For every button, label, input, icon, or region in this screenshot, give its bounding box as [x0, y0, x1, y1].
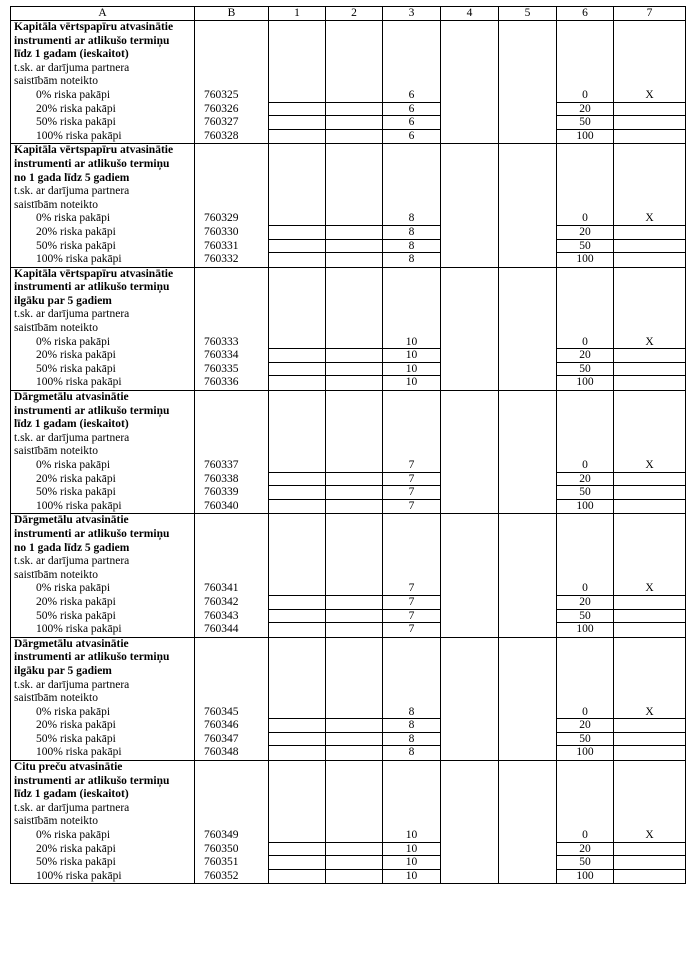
risk-weight-table	[10, 6, 686, 884]
value-cell-col-2	[326, 267, 383, 390]
table-body	[11, 21, 686, 884]
value-col-3: 6	[383, 89, 440, 103]
value-col-7	[614, 500, 685, 514]
row-code: 760335	[204, 362, 239, 375]
value-cell-col-4	[441, 267, 499, 390]
group-title-line: instrumenti ar atlikušo termiņu	[14, 774, 170, 787]
value-col-6: 50	[557, 733, 613, 747]
value-col-7	[614, 376, 685, 390]
risk-level-label: 100% riska pakāpi	[36, 499, 122, 512]
row-code: 760332	[204, 253, 239, 266]
value-col-7	[614, 596, 685, 610]
value-col-3: 10	[383, 856, 440, 870]
value-col-3: 8	[383, 226, 440, 240]
column-header: 4	[441, 7, 499, 21]
value-col-7: X	[614, 706, 685, 720]
group-title-line: līdz 1 gadam (ieskaitot)	[14, 418, 129, 431]
value-col-6: 100	[576, 623, 594, 636]
value-cell-col-7	[614, 761, 686, 884]
value-col-3: 6	[408, 129, 415, 142]
group-title-line: no 1 gada līdz 5 gadiem	[14, 541, 130, 554]
value-cell-col-3	[383, 267, 441, 390]
risk-level-label: 20% riska pakāpi	[36, 102, 116, 115]
value-col-7	[614, 623, 685, 637]
value-cell-col-3	[383, 761, 441, 884]
value-col-7	[614, 856, 685, 870]
column-header: 6	[557, 7, 614, 21]
row-code: 760339	[204, 486, 239, 499]
risk-level-label: 50% riska pakāpi	[36, 609, 116, 622]
value-col-3: 7	[383, 582, 440, 596]
row-code: 760341	[204, 582, 239, 595]
group-subtitle-line: t.sk. ar darījuma partnera	[14, 801, 130, 814]
value-col-7	[614, 870, 685, 884]
value-col-6: 100	[576, 253, 594, 266]
value-col-7	[614, 746, 685, 760]
group-row	[11, 761, 686, 884]
group-subtitle-line: saistībām noteikto	[14, 445, 99, 458]
value-col-6: 0	[557, 212, 613, 226]
row-code: 760344	[204, 623, 239, 636]
group-title-line: instrumenti ar atlikušo termiņu	[14, 281, 170, 294]
value-cell-col-4	[441, 391, 499, 514]
value-col-7: X	[614, 582, 685, 596]
value-col-6: 20	[557, 596, 613, 610]
risk-level-label: 20% riska pakāpi	[36, 719, 116, 732]
value-cell-col-5	[499, 21, 557, 144]
risk-level-label: 0% riska pakāpi	[36, 459, 111, 471]
value-cell-col-1	[269, 144, 326, 267]
code-cell	[195, 267, 269, 390]
group-subtitle-line: saistībām noteikto	[14, 198, 99, 211]
value-cell-col-1	[269, 21, 326, 144]
column-header: 5	[499, 7, 557, 21]
value-cell-col-5	[499, 267, 557, 390]
risk-level-label: 20% riska pakāpi	[36, 842, 116, 855]
row-code: 760346	[204, 719, 239, 732]
group-subtitle-line: saistībām noteikto	[14, 75, 99, 88]
value-cell-col-3	[383, 21, 441, 144]
group-title-line: Dārgmetālu atvasinātie	[14, 391, 129, 404]
value-col-3: 7	[383, 486, 440, 500]
value-col-7	[614, 719, 685, 733]
risk-weight-table-page	[10, 6, 685, 974]
value-cell-col-3	[383, 514, 441, 637]
row-code: 760334	[204, 349, 239, 362]
group-title-line: līdz 1 gadam (ieskaitot)	[14, 788, 129, 801]
column-header: A	[11, 7, 195, 21]
group-row	[11, 514, 686, 637]
risk-level-label: 100% riska pakāpi	[36, 253, 122, 266]
value-col-7	[614, 843, 685, 857]
row-code: 760325	[204, 88, 239, 101]
value-cell-col-5	[499, 761, 557, 884]
risk-level-label: 100% riska pakāpi	[36, 623, 122, 636]
value-col-3: 10	[383, 349, 440, 363]
column-header: 1	[269, 7, 326, 21]
row-code: 760326	[204, 102, 239, 115]
group-label-cell	[11, 144, 195, 267]
code-cell	[195, 21, 269, 144]
group-title-line: instrumenti ar atlikušo termiņu	[14, 157, 170, 170]
row-code: 760348	[204, 746, 239, 759]
value-col-3: 7	[383, 596, 440, 610]
value-col-3: 10	[383, 336, 440, 350]
row-code: 760333	[204, 335, 239, 348]
code-cell	[195, 391, 269, 514]
value-cell-col-2	[326, 391, 383, 514]
value-col-6: 100	[576, 129, 594, 142]
value-cell-col-6	[557, 514, 614, 637]
row-code: 760340	[204, 499, 239, 512]
value-cell-col-2	[326, 144, 383, 267]
risk-level-label: 50% riska pakāpi	[36, 362, 116, 375]
value-col-3: 10	[383, 363, 440, 377]
group-row	[11, 21, 686, 144]
risk-level-label: 0% riska pakāpi	[36, 335, 111, 348]
group-subtitle-line: t.sk. ar darījuma partnera	[14, 61, 130, 74]
value-cell-col-1	[269, 514, 326, 637]
row-code: 760328	[204, 129, 239, 142]
value-col-3: 6	[383, 103, 440, 117]
value-col-6: 0	[557, 336, 613, 350]
group-subtitle-line: t.sk. ar darījuma partnera	[14, 678, 130, 691]
code-cell	[195, 514, 269, 637]
value-col-3: 7	[383, 473, 440, 487]
row-code: 760351	[204, 856, 239, 869]
value-col-6: 100	[576, 746, 594, 759]
group-row	[11, 144, 686, 267]
value-cell-col-5	[499, 637, 557, 760]
group-title-line: līdz 1 gadam (ieskaitot)	[14, 48, 129, 61]
value-col-7	[614, 130, 685, 144]
value-col-3: 7	[408, 623, 415, 636]
group-title-line: instrumenti ar atlikušo termiņu	[14, 404, 170, 417]
value-cell-col-2	[326, 637, 383, 760]
value-cell-col-4	[441, 761, 499, 884]
value-col-7	[614, 363, 685, 377]
value-cell-col-7	[614, 267, 686, 390]
value-cell-col-2	[326, 21, 383, 144]
value-col-3: 7	[383, 610, 440, 624]
value-col-3: 7	[408, 499, 415, 512]
risk-level-label: 100% riska pakāpi	[36, 869, 122, 882]
row-code: 760349	[204, 829, 239, 842]
risk-level-label: 50% riska pakāpi	[36, 239, 116, 252]
value-col-6: 50	[557, 856, 613, 870]
value-col-7	[614, 610, 685, 624]
value-cell-col-5	[499, 514, 557, 637]
value-cell-col-7	[614, 21, 686, 144]
value-cell-col-4	[441, 144, 499, 267]
risk-level-label: 50% riska pakāpi	[36, 116, 116, 129]
group-row	[11, 267, 686, 390]
group-subtitle-line: saistībām noteikto	[14, 815, 99, 828]
value-col-7: X	[614, 459, 685, 473]
value-col-7: X	[614, 829, 685, 843]
value-col-6: 50	[557, 486, 613, 500]
value-col-6: 20	[557, 349, 613, 363]
value-col-7	[614, 226, 685, 240]
risk-level-label: 100% riska pakāpi	[36, 376, 122, 389]
value-col-6: 0	[557, 829, 613, 843]
risk-level-label: 100% riska pakāpi	[36, 746, 122, 759]
row-code: 760329	[204, 212, 239, 225]
group-label-cell	[11, 391, 195, 514]
value-col-7	[614, 240, 685, 254]
value-cell-col-6	[557, 144, 614, 267]
value-col-7: X	[614, 89, 685, 103]
group-label-cell	[11, 267, 195, 390]
value-col-6: 0	[557, 459, 613, 473]
value-col-7: X	[614, 212, 685, 226]
column-header: B	[195, 7, 269, 21]
group-label-cell	[11, 514, 195, 637]
value-cell-col-7	[614, 637, 686, 760]
value-col-6: 0	[557, 706, 613, 720]
value-col-7	[614, 116, 685, 130]
group-subtitle-line: t.sk. ar darījuma partnera	[14, 431, 130, 444]
value-cell-col-3	[383, 144, 441, 267]
value-cell-col-1	[269, 391, 326, 514]
code-cell	[195, 637, 269, 760]
value-col-3: 8	[383, 719, 440, 733]
value-cell-col-2	[326, 514, 383, 637]
group-row	[11, 391, 686, 514]
column-header: 7	[614, 7, 686, 21]
row-code: 760330	[204, 225, 239, 238]
group-subtitle-line: saistībām noteikto	[14, 692, 99, 705]
column-header-row	[11, 7, 686, 21]
row-code: 760342	[204, 595, 239, 608]
group-label-cell	[11, 761, 195, 884]
group-title-line: Citu preču atvasinātie	[14, 761, 123, 774]
value-col-6: 20	[557, 473, 613, 487]
value-cell-col-6	[557, 391, 614, 514]
group-subtitle-line: saistībām noteikto	[14, 322, 99, 335]
group-title-line: no 1 gada līdz 5 gadiem	[14, 171, 130, 184]
risk-level-label: 0% riska pakāpi	[36, 705, 111, 718]
risk-level-label: 20% riska pakāpi	[36, 349, 116, 362]
group-title-line: instrumenti ar atlikušo termiņu	[14, 527, 170, 540]
group-subtitle-line: t.sk. ar darījuma partnera	[14, 555, 130, 568]
group-subtitle-line: t.sk. ar darījuma partnera	[14, 185, 130, 198]
group-label-cell	[11, 21, 195, 144]
value-col-7	[614, 253, 685, 267]
value-cell-col-4	[441, 21, 499, 144]
value-col-6: 20	[557, 719, 613, 733]
value-col-7	[614, 103, 685, 117]
value-cell-col-1	[269, 637, 326, 760]
value-cell-col-5	[499, 391, 557, 514]
group-title-line: instrumenti ar atlikušo termiņu	[14, 651, 170, 664]
group-subtitle-line: saistībām noteikto	[14, 568, 99, 581]
column-header: 3	[383, 7, 441, 21]
value-cell-col-6	[557, 637, 614, 760]
value-col-3: 8	[383, 733, 440, 747]
code-cell	[195, 761, 269, 884]
risk-level-label: 0% riska pakāpi	[36, 212, 111, 225]
value-col-6: 20	[557, 103, 613, 117]
value-col-6: 50	[557, 363, 613, 377]
value-col-3: 8	[383, 240, 440, 254]
group-label-cell	[11, 637, 195, 760]
value-cell-col-6	[557, 267, 614, 390]
value-cell-col-4	[441, 637, 499, 760]
row-code: 760331	[204, 239, 239, 252]
group-title-line: ilgāku par 5 gadiem	[14, 294, 112, 307]
value-col-3: 10	[383, 843, 440, 857]
value-cell-col-4	[441, 514, 499, 637]
group-title-line: Dārgmetālu atvasinātie	[14, 637, 129, 650]
value-col-3: 10	[405, 376, 418, 389]
row-code: 760338	[204, 472, 239, 485]
value-cell-col-2	[326, 761, 383, 884]
value-col-3: 6	[383, 116, 440, 130]
risk-level-label: 50% riska pakāpi	[36, 856, 116, 869]
value-cell-col-7	[614, 514, 686, 637]
value-col-7	[614, 349, 685, 363]
value-col-3: 8	[383, 706, 440, 720]
value-col-3: 10	[405, 869, 418, 882]
group-title-line: instrumenti ar atlikušo termiņu	[14, 34, 170, 47]
value-cell-col-1	[269, 267, 326, 390]
value-cell-col-1	[269, 761, 326, 884]
value-cell-col-7	[614, 144, 686, 267]
value-col-3: 8	[408, 746, 415, 759]
value-col-6: 0	[557, 582, 613, 596]
value-col-7	[614, 486, 685, 500]
value-cell-col-3	[383, 637, 441, 760]
row-code: 760343	[204, 609, 239, 622]
column-header: 2	[326, 7, 383, 21]
risk-level-label: 50% riska pakāpi	[36, 732, 116, 745]
row-code: 760350	[204, 842, 239, 855]
row-code: 760352	[204, 869, 239, 882]
group-title-line: Dārgmetālu atvasinātie	[14, 514, 129, 527]
value-col-3: 8	[383, 212, 440, 226]
value-col-6: 0	[557, 89, 613, 103]
group-subtitle-line: t.sk. ar darījuma partnera	[14, 308, 130, 321]
value-col-6: 20	[557, 226, 613, 240]
value-col-6: 100	[576, 499, 594, 512]
value-cell-col-7	[614, 391, 686, 514]
row-code: 760336	[204, 376, 239, 389]
value-cell-col-3	[383, 391, 441, 514]
risk-level-label: 100% riska pakāpi	[36, 129, 122, 142]
row-code: 760337	[204, 459, 239, 471]
risk-level-label: 0% riska pakāpi	[36, 829, 111, 842]
risk-level-label: 20% riska pakāpi	[36, 472, 116, 485]
risk-level-label: 20% riska pakāpi	[36, 595, 116, 608]
risk-level-label: 0% riska pakāpi	[36, 582, 111, 595]
value-cell-col-6	[557, 761, 614, 884]
value-col-7: X	[614, 336, 685, 350]
row-code: 760327	[204, 116, 239, 129]
code-cell	[195, 144, 269, 267]
value-col-6: 50	[557, 240, 613, 254]
value-col-6: 100	[576, 869, 594, 882]
value-col-6: 50	[557, 116, 613, 130]
row-code: 760347	[204, 732, 239, 745]
value-col-7	[614, 733, 685, 747]
group-title-line: Kapitāla vērtspapīru atvasinātie	[14, 21, 174, 33]
group-title-line: ilgāku par 5 gadiem	[14, 664, 112, 677]
group-title-line: Kapitāla vērtspapīru atvasinātie	[14, 267, 174, 280]
value-col-7	[614, 473, 685, 487]
group-row	[11, 637, 686, 760]
risk-level-label: 20% riska pakāpi	[36, 225, 116, 238]
value-col-6: 20	[557, 843, 613, 857]
value-col-6: 50	[557, 610, 613, 624]
value-col-3: 7	[383, 459, 440, 473]
value-col-6: 100	[576, 376, 594, 389]
value-cell-col-6	[557, 21, 614, 144]
risk-level-label: 0% riska pakāpi	[36, 88, 111, 101]
value-cell-col-5	[499, 144, 557, 267]
value-col-3: 8	[408, 253, 415, 266]
group-title-line: Kapitāla vērtspapīru atvasinātie	[14, 144, 174, 157]
row-code: 760345	[204, 705, 239, 718]
value-col-3: 10	[383, 829, 440, 843]
risk-level-label: 50% riska pakāpi	[36, 486, 116, 499]
